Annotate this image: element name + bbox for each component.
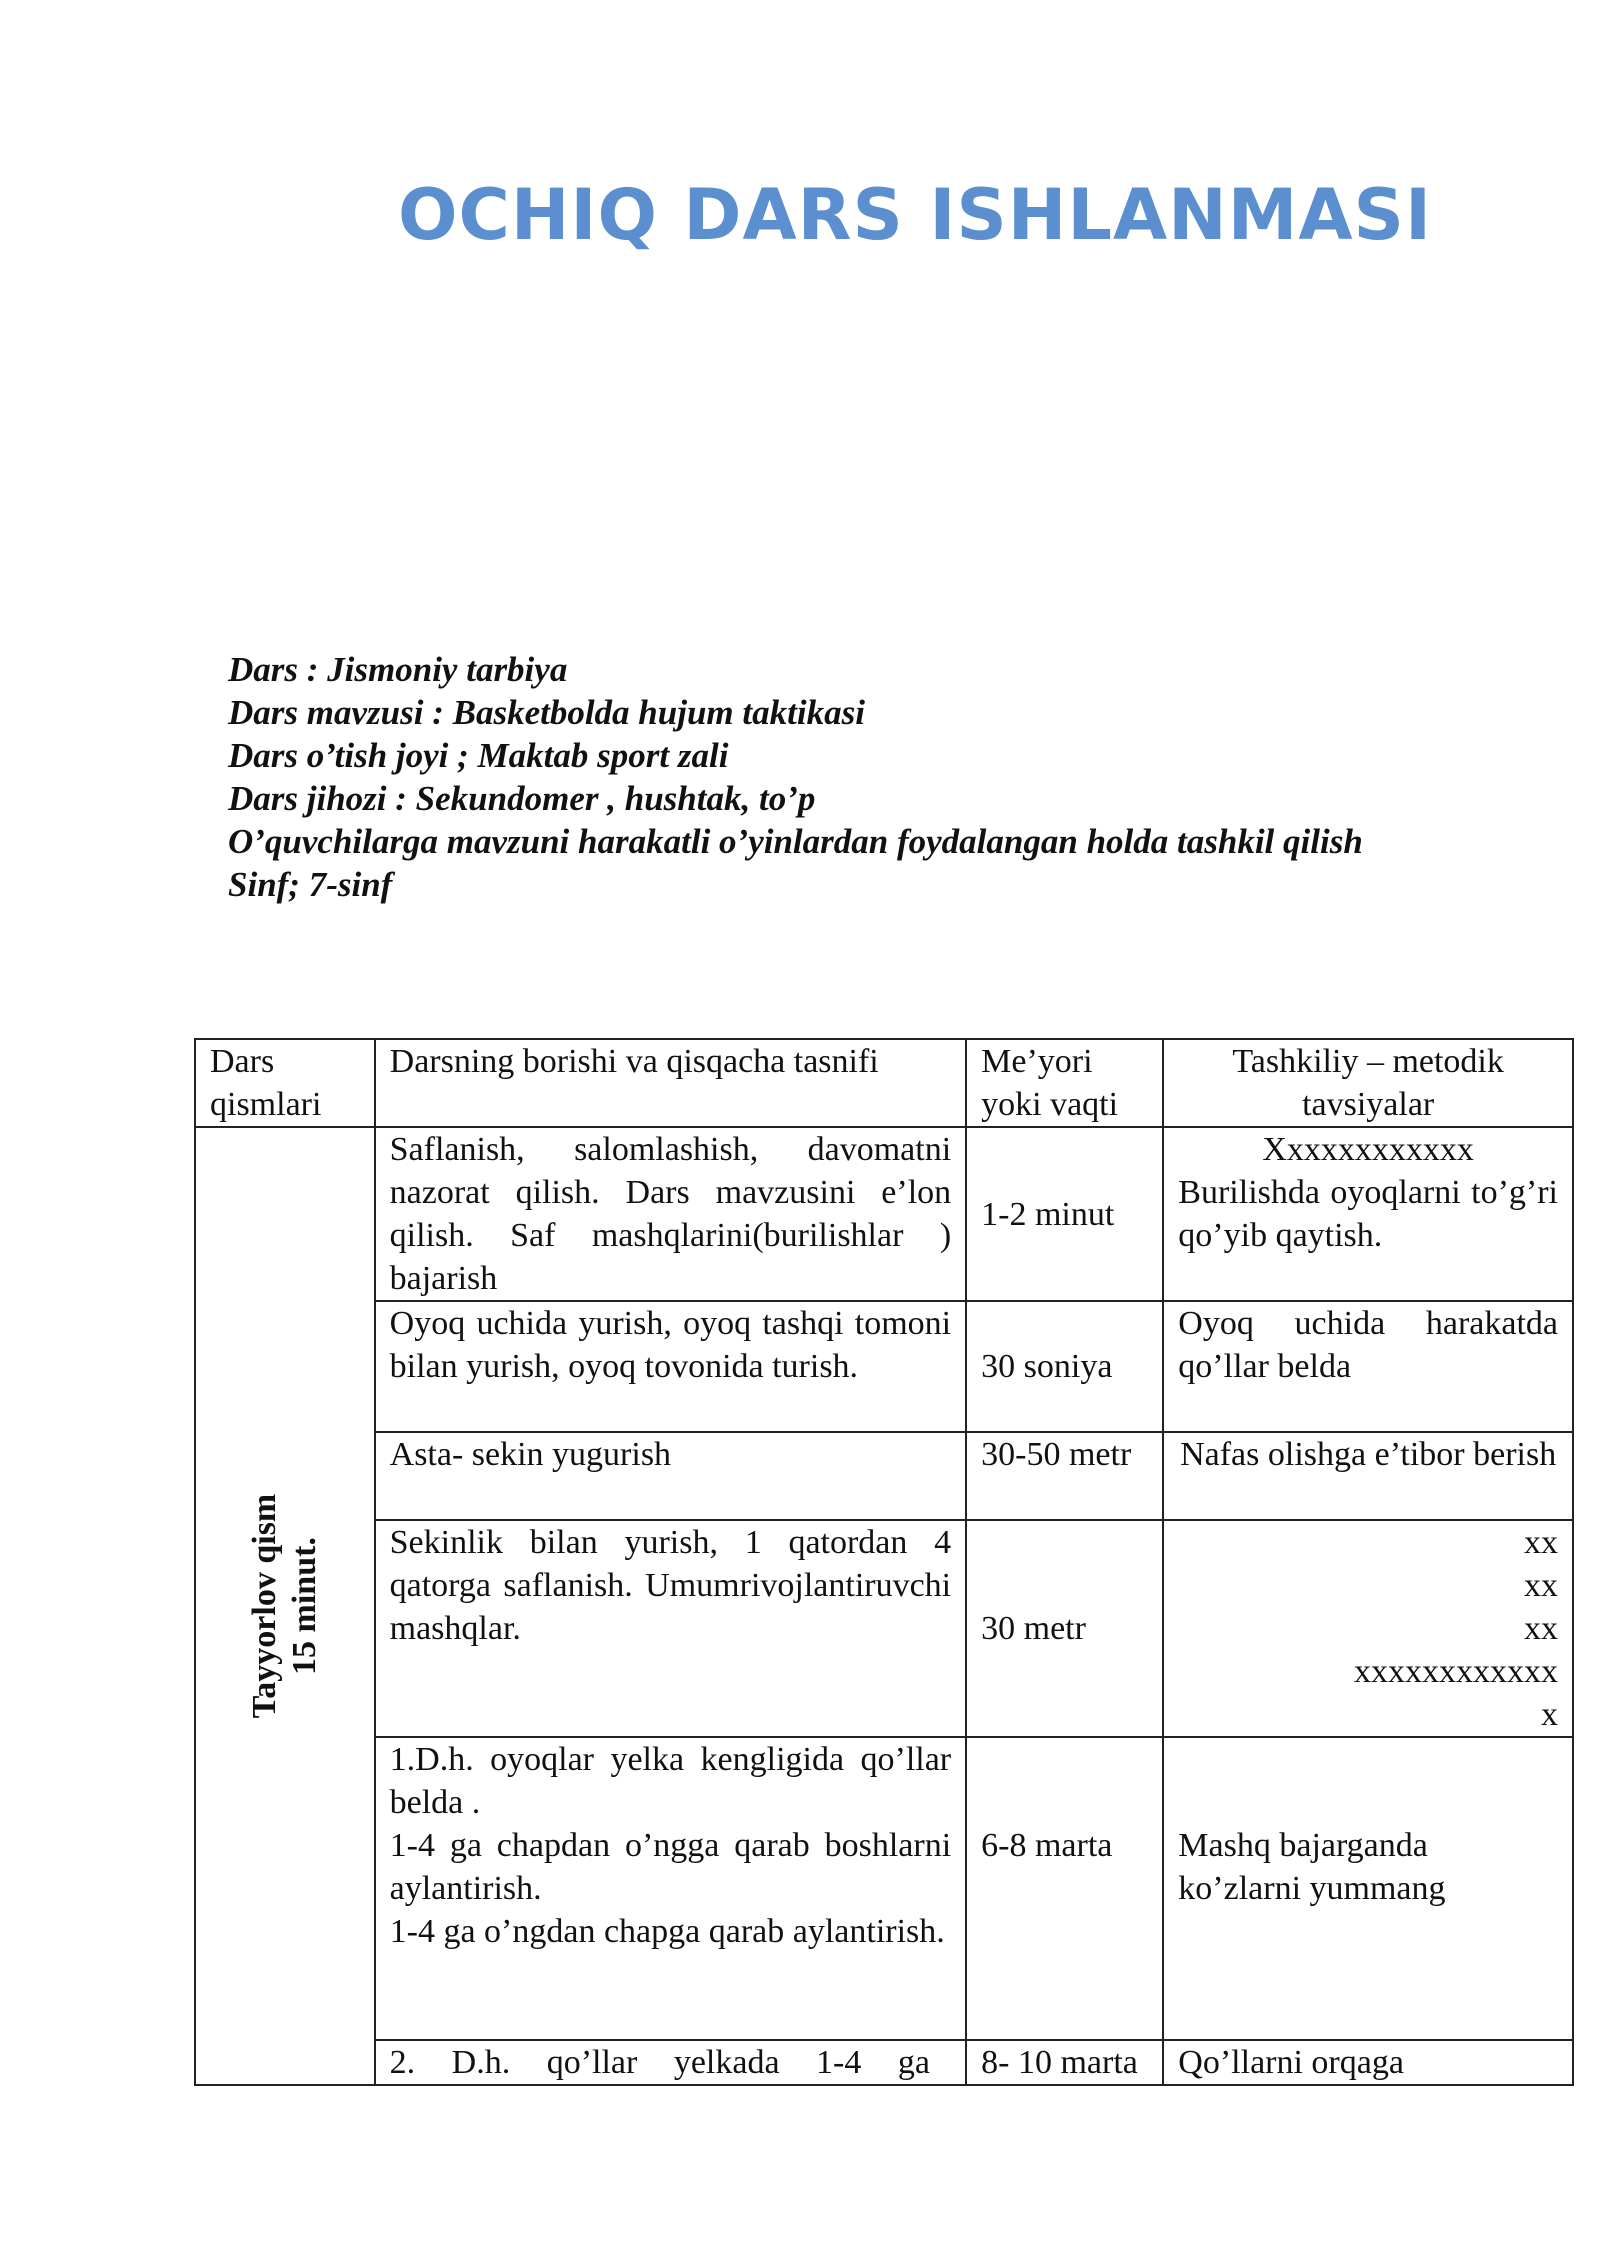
info-topic: Dars mavzusi : Basketbolda hujum taktikasi bbox=[228, 693, 865, 732]
row-advice bbox=[1163, 1737, 1573, 2040]
row-description: Asta- sekin yugurish bbox=[375, 1432, 967, 1520]
table-header-row bbox=[195, 1039, 1573, 1127]
table-row bbox=[195, 1301, 1573, 1432]
row-advice: Nafas olishga e’tibor berish bbox=[1163, 1432, 1573, 1520]
header-parts: Dars qismlari bbox=[195, 1039, 375, 1127]
row-advice: Qo’llarni orqaga bbox=[1163, 2040, 1573, 2085]
table-row bbox=[195, 1520, 1573, 1737]
row-norm: 1-2 minut bbox=[966, 1127, 1163, 1301]
header-advice: Tashkiliy – metodik tavsiyalar bbox=[1163, 1039, 1573, 1127]
section-name: Tayyorlov qism bbox=[245, 1493, 283, 1719]
row-advice-text: Mashq bajarganda ko’zlarni yummang bbox=[1178, 1827, 1446, 1907]
row-advice bbox=[1163, 1127, 1573, 1301]
row-norm: 8- 10 marta bbox=[966, 2040, 1163, 2085]
row-description: Sekinlik bilan yurish, 1 qatordan 4 qatorga saflanish. Umumrivojlantiruvchi mashqlar. bbox=[375, 1520, 967, 1737]
info-goal: O’quvchilarga mavzuni harakatli o’yinlardan foydalangan holda tashkil qilish bbox=[228, 822, 1363, 861]
section-cell bbox=[195, 1127, 375, 2085]
info-equipment: Dars jihozi : Sekundomer , hushtak, to’p bbox=[228, 779, 816, 818]
info-grade: Sinf; 7-sinf bbox=[228, 865, 393, 904]
lesson-info bbox=[228, 648, 1363, 906]
exercise-line: 1.D.h. oyoqlar yelka kengligida qo’llar belda . bbox=[389, 1741, 952, 1821]
table-row bbox=[195, 1127, 1573, 1301]
row-description: Oyoq uchida yurish, oyoq tashqi tomoni bilan yurish, oyoq tovonida turish. bbox=[375, 1301, 967, 1432]
section-duration: 15 minut. bbox=[285, 1537, 323, 1675]
formation-line: xx bbox=[1524, 1524, 1558, 1561]
row-norm bbox=[966, 1737, 1163, 2040]
formation-line: xx bbox=[1524, 1610, 1558, 1647]
row-norm: 30-50 metr bbox=[966, 1432, 1163, 1520]
row-description: Saflanish, salomlashish, davomatni nazorat qilish. Dars mavzusini e’lon qilish. Saf mashqlarini(burilishlar ) bajarish bbox=[375, 1127, 967, 1301]
formation-mark: Xxxxxxxxxxxx bbox=[1262, 1131, 1474, 1168]
table-row bbox=[195, 1432, 1573, 1520]
row-description bbox=[375, 1737, 967, 2040]
section-label bbox=[245, 1494, 325, 1719]
row-norm: 30 soniya bbox=[966, 1301, 1163, 1432]
exercise-line: 1-4 ga o’ngdan chapga qarab aylantirish. bbox=[389, 1913, 945, 1950]
lesson-plan-table bbox=[194, 1038, 1574, 2086]
table-row bbox=[195, 2040, 1573, 2085]
row-advice-formation bbox=[1163, 1520, 1573, 1737]
exercise-line: 1-4 ga chapdan o’ngga qarab boshlarni aylantirish. bbox=[389, 1827, 952, 1907]
row-norm-text: 6-8 marta bbox=[981, 1827, 1113, 1864]
row-norm: 30 metr bbox=[966, 1520, 1163, 1737]
header-norm: Me’yori yoki vaqti bbox=[966, 1039, 1163, 1127]
table-row bbox=[195, 1737, 1573, 2040]
row-description: 2. D.h. qo’llar yelkada 1-4 ga bbox=[375, 2040, 967, 2085]
page-title: OCHIQ DARS ISHLANMASI bbox=[397, 174, 1433, 256]
formation-line: xxxxxxxxxxxx bbox=[1354, 1653, 1558, 1690]
row-advice: Oyoq uchida harakatda qo’llar belda bbox=[1163, 1301, 1573, 1432]
formation-line: x bbox=[1541, 1696, 1558, 1733]
header-description: Darsning borishi va qisqacha tasnifi bbox=[375, 1039, 967, 1127]
info-location: Dars o’tish joyi ; Maktab sport zali bbox=[228, 736, 729, 775]
info-subject: Dars : Jismoniy tarbiya bbox=[228, 650, 568, 689]
formation-line: xx bbox=[1524, 1567, 1558, 1604]
advice-text: Burilishda oyoqlarni to’g’ri qo’yib qaytish. bbox=[1178, 1174, 1558, 1254]
